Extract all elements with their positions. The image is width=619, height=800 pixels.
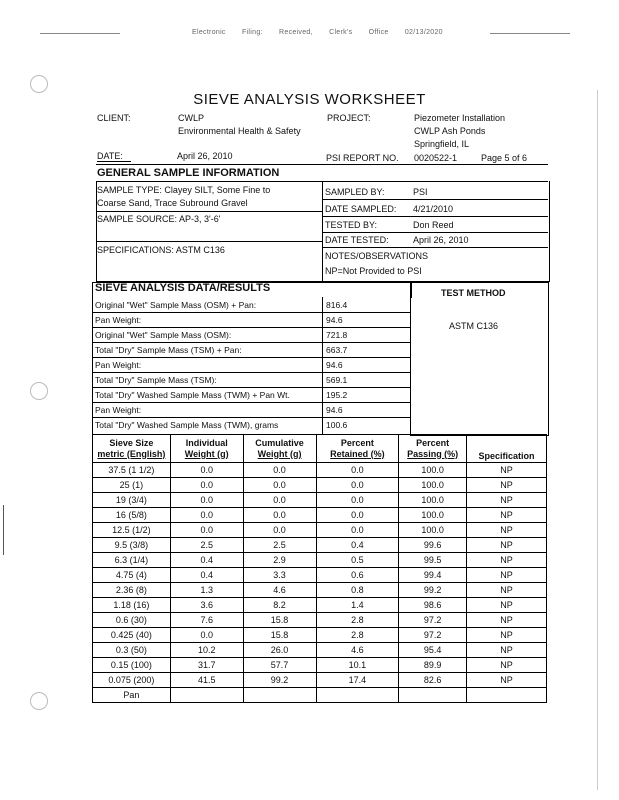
mass-value: 663.7 bbox=[326, 345, 348, 355]
cumulative-weight-cell: 3.3 bbox=[243, 568, 316, 583]
specification-cell: NP bbox=[467, 463, 547, 478]
header-line: Specification bbox=[478, 451, 535, 461]
header-line: Percent bbox=[340, 437, 374, 448]
table-row bbox=[93, 568, 547, 583]
sieve-size-cell: 0.15 (100) bbox=[93, 658, 171, 673]
percent-passing-cell: 97.2 bbox=[399, 613, 467, 628]
percent-passing-cell: 99.6 bbox=[399, 538, 467, 553]
cumulative-weight-cell: 0.0 bbox=[243, 463, 316, 478]
rule bbox=[322, 216, 548, 217]
percent-retained-cell: 17.4 bbox=[316, 673, 399, 688]
analysis-heading: SIEVE ANALYSIS DATA/RESULTS bbox=[95, 282, 271, 294]
punch-hole-icon bbox=[30, 692, 48, 710]
percent-retained-cell: 0.4 bbox=[316, 538, 399, 553]
stamp-text: Received, bbox=[279, 29, 313, 36]
header-line: Cumulative bbox=[255, 437, 304, 448]
specification-cell: NP bbox=[467, 508, 547, 523]
punch-hole-icon bbox=[30, 382, 48, 400]
rule bbox=[93, 357, 411, 358]
mass-label: Original "Wet" Sample Mass (OSM) + Pan: bbox=[95, 300, 257, 310]
tested-by-label: TESTED BY: bbox=[325, 220, 378, 230]
sieve-size-cell: 0.6 (30) bbox=[93, 613, 171, 628]
cumulative-weight-cell bbox=[243, 688, 316, 703]
sampled-by: PSI bbox=[413, 187, 428, 197]
individual-weight-cell: 41.5 bbox=[170, 673, 243, 688]
mass-label: Total "Dry" Washed Sample Mass (TWM) + Pan Wt. bbox=[95, 390, 290, 400]
sieve-size-cell: 16 (5/8) bbox=[93, 508, 171, 523]
date-tested-label: DATE TESTED: bbox=[325, 235, 389, 245]
cumulative-weight-cell: 8.2 bbox=[243, 598, 316, 613]
cumulative-weight-cell: 4.6 bbox=[243, 583, 316, 598]
page-title: SIEVE ANALYSIS WORKSHEET bbox=[193, 91, 426, 108]
cumulative-weight-cell: 0.0 bbox=[243, 478, 316, 493]
specification-cell bbox=[467, 688, 547, 703]
percent-passing-cell bbox=[399, 688, 467, 703]
date-tested: April 26, 2010 bbox=[413, 235, 469, 245]
mass-value: 94.6 bbox=[326, 315, 343, 325]
stamp-text: Office bbox=[368, 29, 389, 36]
cumulative-weight-cell: 26.0 bbox=[243, 643, 316, 658]
stamp-rule bbox=[490, 33, 570, 34]
sample-source: SAMPLE SOURCE: AP-3, 3'-6' bbox=[97, 214, 221, 224]
sieve-size-cell: 0.3 (50) bbox=[93, 643, 171, 658]
project-line: Springfield, IL bbox=[414, 139, 470, 149]
percent-passing-cell: 82.6 bbox=[399, 673, 467, 688]
cumulative-weight-cell: 0.0 bbox=[243, 523, 316, 538]
mass-label: Pan Weight: bbox=[95, 405, 142, 415]
percent-passing-cell: 89.9 bbox=[399, 658, 467, 673]
percent-passing-cell: 100.0 bbox=[399, 478, 467, 493]
client-name: CWLP bbox=[178, 113, 205, 123]
individual-weight-cell: 0.0 bbox=[170, 523, 243, 538]
col-header-specification bbox=[467, 435, 547, 463]
percent-passing-cell: 99.2 bbox=[399, 583, 467, 598]
rule bbox=[93, 387, 411, 388]
sieve-size-cell: 37.5 (1 1/2) bbox=[93, 463, 171, 478]
mass-block bbox=[92, 297, 411, 434]
individual-weight-cell: 10.2 bbox=[170, 643, 243, 658]
specification-cell: NP bbox=[467, 598, 547, 613]
percent-passing-cell: 99.4 bbox=[399, 568, 467, 583]
scan-edge bbox=[597, 90, 598, 790]
cumulative-weight-cell: 99.2 bbox=[243, 673, 316, 688]
report-value: 0020522-1 bbox=[414, 153, 458, 163]
percent-retained-cell: 0.0 bbox=[316, 493, 399, 508]
percent-retained-cell: 0.8 bbox=[316, 583, 399, 598]
table-row bbox=[93, 688, 547, 703]
table-row bbox=[93, 463, 547, 478]
sampled-by-label: SAMPLED BY: bbox=[325, 187, 385, 197]
sample-type: SAMPLE TYPE: Clayey SILT, Some Fine to bbox=[97, 185, 271, 195]
specification-cell: NP bbox=[467, 628, 547, 643]
table-row bbox=[93, 598, 547, 613]
rule bbox=[93, 417, 411, 418]
individual-weight-cell: 0.0 bbox=[170, 628, 243, 643]
percent-passing-cell: 99.5 bbox=[399, 553, 467, 568]
stamp-text: Electronic bbox=[192, 29, 226, 36]
mass-value: 100.6 bbox=[326, 420, 348, 430]
mass-label: Total "Dry" Sample Mass (TSM): bbox=[95, 375, 217, 385]
report-label: PSI REPORT NO. bbox=[326, 153, 399, 163]
table-header-row bbox=[93, 435, 547, 463]
mass-divider bbox=[322, 297, 323, 434]
header-rule bbox=[96, 164, 548, 165]
table-row bbox=[93, 643, 547, 658]
specification-cell: NP bbox=[467, 553, 547, 568]
percent-passing-cell: 97.2 bbox=[399, 628, 467, 643]
mass-value: 94.6 bbox=[326, 360, 343, 370]
mass-label: Total "Dry" Sample Mass (TSM) + Pan: bbox=[95, 345, 242, 355]
stamp-text: Filing: bbox=[241, 29, 263, 36]
cumulative-weight-cell: 2.5 bbox=[243, 538, 316, 553]
mass-value: 569.1 bbox=[326, 375, 348, 385]
percent-passing-cell: 95.4 bbox=[399, 643, 467, 658]
header-line: Individual bbox=[185, 437, 228, 448]
sieve-size-cell: 2.36 (8) bbox=[93, 583, 171, 598]
rule bbox=[96, 241, 322, 242]
percent-passing-cell: 100.0 bbox=[399, 463, 467, 478]
sieve-size-cell: 9.5 (3/8) bbox=[93, 538, 171, 553]
date-underline bbox=[97, 161, 131, 162]
header-line: Weight (g) bbox=[184, 448, 229, 459]
specification-cell: NP bbox=[467, 493, 547, 508]
scan-mark bbox=[3, 505, 4, 555]
test-method-label: TEST METHOD bbox=[441, 288, 506, 298]
mass-label: Pan Weight: bbox=[95, 360, 142, 370]
sieve-size-cell: Pan bbox=[93, 688, 171, 703]
rule bbox=[322, 247, 548, 248]
sieve-table-body bbox=[93, 463, 547, 703]
cumulative-weight-cell: 15.8 bbox=[243, 613, 316, 628]
specification-cell: NP bbox=[467, 643, 547, 658]
sieve-size-cell: 0.425 (40) bbox=[93, 628, 171, 643]
table-row bbox=[93, 583, 547, 598]
individual-weight-cell: 7.6 bbox=[170, 613, 243, 628]
project-label: PROJECT: bbox=[327, 113, 371, 123]
stamp-text: Clerk's bbox=[329, 29, 353, 36]
percent-retained-cell bbox=[316, 688, 399, 703]
date-label: DATE: bbox=[97, 151, 123, 161]
header-line: Percent bbox=[416, 437, 450, 448]
sieve-size-cell: 0.075 (200) bbox=[93, 673, 171, 688]
percent-retained-cell: 0.5 bbox=[316, 553, 399, 568]
table-row bbox=[93, 673, 547, 688]
mass-value: 94.6 bbox=[326, 405, 343, 415]
percent-retained-cell: 0.0 bbox=[316, 478, 399, 493]
col-header-passing bbox=[399, 435, 467, 463]
individual-weight-cell: 0.0 bbox=[170, 493, 243, 508]
percent-passing-cell: 100.0 bbox=[399, 493, 467, 508]
table-row bbox=[93, 493, 547, 508]
general-divider bbox=[322, 181, 323, 281]
project-line: Piezometer Installation bbox=[414, 113, 506, 123]
individual-weight-cell: 0.0 bbox=[170, 463, 243, 478]
sieve-size-cell: 1.18 (16) bbox=[93, 598, 171, 613]
table-row bbox=[93, 478, 547, 493]
stamp-text: 02/13/2020 bbox=[404, 29, 443, 36]
table-row bbox=[93, 628, 547, 643]
tested-by: Don Reed bbox=[413, 220, 454, 230]
table-row bbox=[93, 508, 547, 523]
notes-label: NOTES/OBSERVATIONS bbox=[325, 251, 429, 261]
percent-retained-cell: 2.8 bbox=[316, 613, 399, 628]
percent-retained-cell: 0.0 bbox=[316, 463, 399, 478]
sieve-size-cell: 12.5 (1/2) bbox=[93, 523, 171, 538]
sieve-size-cell: 19 (3/4) bbox=[93, 493, 171, 508]
individual-weight-cell bbox=[170, 688, 243, 703]
individual-weight-cell: 3.6 bbox=[170, 598, 243, 613]
percent-passing-cell: 100.0 bbox=[399, 508, 467, 523]
rule bbox=[96, 211, 322, 212]
rule bbox=[93, 402, 411, 403]
header-line: Weight (g) bbox=[257, 448, 302, 459]
percent-retained-cell: 0.0 bbox=[316, 523, 399, 538]
specification-cell: NP bbox=[467, 568, 547, 583]
sieve-table bbox=[92, 434, 547, 703]
percent-retained-cell: 2.8 bbox=[316, 628, 399, 643]
stamp-rule bbox=[40, 33, 120, 34]
cumulative-weight-cell: 2.9 bbox=[243, 553, 316, 568]
date-sampled: 4/21/2010 bbox=[413, 204, 454, 214]
rule bbox=[322, 199, 548, 200]
col-header-retained bbox=[316, 435, 399, 463]
percent-passing-cell: 98.6 bbox=[399, 598, 467, 613]
individual-weight-cell: 0.4 bbox=[170, 553, 243, 568]
specification-cell: NP bbox=[467, 538, 547, 553]
specification-cell: NP bbox=[467, 673, 547, 688]
header-line: Retained (%) bbox=[330, 448, 385, 459]
header-line: metric (English) bbox=[97, 448, 166, 459]
mass-value: 816.4 bbox=[326, 300, 348, 310]
table-row bbox=[93, 538, 547, 553]
client-label: CLIENT: bbox=[97, 113, 131, 123]
filing-stamp bbox=[192, 29, 457, 36]
table-row bbox=[93, 613, 547, 628]
test-method-box bbox=[410, 282, 549, 436]
col-header-sieve bbox=[93, 435, 171, 463]
cumulative-weight-cell: 0.0 bbox=[243, 493, 316, 508]
rule bbox=[93, 372, 411, 373]
table-row bbox=[93, 658, 547, 673]
individual-weight-cell: 0.0 bbox=[170, 478, 243, 493]
mass-label: Original "Wet" Sample Mass (OSM): bbox=[95, 330, 232, 340]
individual-weight-cell: 0.0 bbox=[170, 508, 243, 523]
percent-retained-cell: 0.6 bbox=[316, 568, 399, 583]
percent-retained-cell: 0.0 bbox=[316, 508, 399, 523]
individual-weight-cell: 31.7 bbox=[170, 658, 243, 673]
percent-retained-cell: 10.1 bbox=[316, 658, 399, 673]
percent-passing-cell: 100.0 bbox=[399, 523, 467, 538]
cumulative-weight-cell: 15.8 bbox=[243, 628, 316, 643]
date-value: April 26, 2010 bbox=[177, 151, 233, 161]
rule bbox=[93, 312, 411, 313]
header-line: Passing (%) bbox=[407, 448, 459, 459]
cumulative-weight-cell: 0.0 bbox=[243, 508, 316, 523]
specifications: SPECIFICATIONS: ASTM C136 bbox=[97, 245, 225, 255]
test-method: ASTM C136 bbox=[449, 321, 499, 331]
mass-value: 721.8 bbox=[326, 330, 348, 340]
individual-weight-cell: 2.5 bbox=[170, 538, 243, 553]
sample-type-cont: Coarse Sand, Trace Subround Gravel bbox=[97, 198, 248, 208]
project-line: CWLP Ash Ponds bbox=[414, 126, 486, 136]
sieve-size-cell: 25 (1) bbox=[93, 478, 171, 493]
individual-weight-cell: 1.3 bbox=[170, 583, 243, 598]
mass-label: Total "Dry" Washed Sample Mass (TWM), grams bbox=[95, 420, 279, 430]
specification-cell: NP bbox=[467, 658, 547, 673]
col-header-cumulative bbox=[243, 435, 316, 463]
cumulative-weight-cell: 57.7 bbox=[243, 658, 316, 673]
specification-cell: NP bbox=[467, 583, 547, 598]
general-heading: GENERAL SAMPLE INFORMATION bbox=[97, 167, 280, 179]
sieve-size-cell: 6.3 (1/4) bbox=[93, 553, 171, 568]
percent-retained-cell: 4.6 bbox=[316, 643, 399, 658]
table-row bbox=[93, 553, 547, 568]
sieve-size-cell: 4.75 (4) bbox=[93, 568, 171, 583]
individual-weight-cell: 0.4 bbox=[170, 568, 243, 583]
rule bbox=[93, 327, 411, 328]
specification-cell: NP bbox=[467, 478, 547, 493]
mass-value: 195.2 bbox=[326, 390, 348, 400]
date-sampled-label: DATE SAMPLED: bbox=[325, 204, 397, 214]
mass-label: Pan Weight: bbox=[95, 315, 142, 325]
page-number: Page 5 of 6 bbox=[481, 153, 528, 163]
percent-retained-cell: 1.4 bbox=[316, 598, 399, 613]
rule bbox=[322, 232, 548, 233]
rule bbox=[93, 342, 411, 343]
col-header-individual bbox=[170, 435, 243, 463]
header-line: Sieve Size bbox=[109, 437, 154, 448]
client-dept: Environmental Health & Safety bbox=[178, 126, 301, 136]
specification-cell: NP bbox=[467, 523, 547, 538]
specification-cell: NP bbox=[467, 613, 547, 628]
table-row bbox=[93, 523, 547, 538]
notes: NP=Not Provided to PSI bbox=[325, 266, 422, 276]
